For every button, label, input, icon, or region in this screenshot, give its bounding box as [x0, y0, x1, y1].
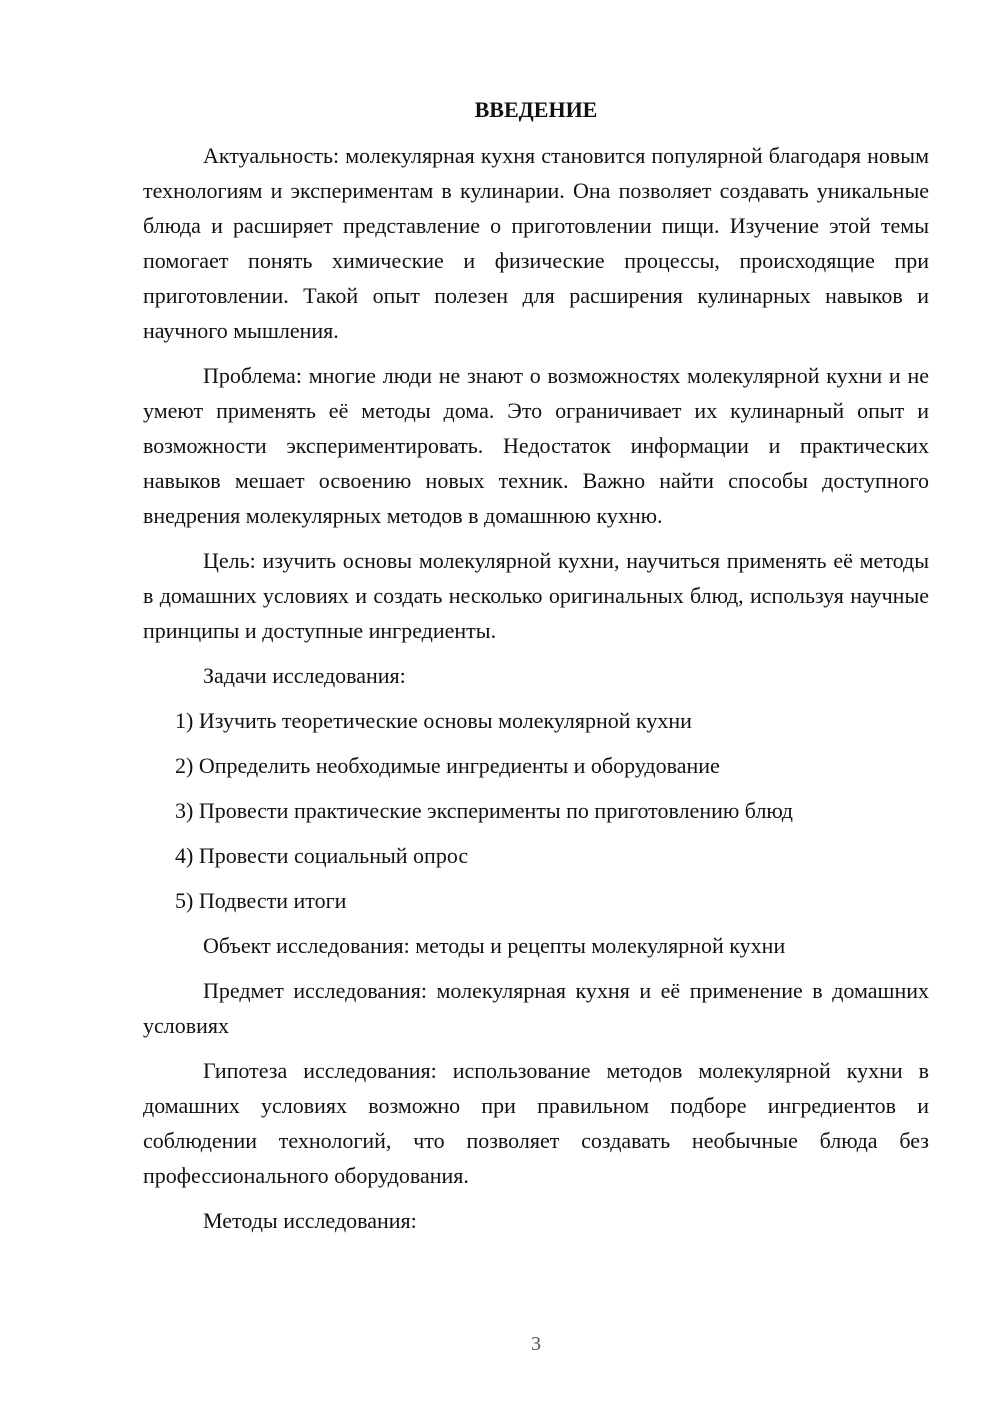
tasks-list — [143, 703, 929, 918]
paragraph-relevance: Актуальность: молекулярная кухня становится популярной благодаря новым технологиям и экспериментам в кулинарии. Она позволяет создавать уникальные блюда и расширяет представление о приготовлении пищи. Изучение этой темы помогает понять химические и физические процессы, происходящие при приготовлении. Такой опыт полезен для расширения кулинарных навыков и научного мышления. — [143, 143, 929, 343]
paragraph-object: Объект исследования: методы и рецепты молекулярной кухни — [203, 933, 786, 958]
paragraph-hypothesis: Гипотеза исследования: использование методов молекулярной кухни в домашних условиях возможно при правильном подборе ингредиентов и соблюдении технологий, что позволяет создавать необычные блюда без профессионального оборудования. — [143, 1058, 929, 1188]
list-item: 5) Подвести итоги — [175, 888, 347, 913]
methods-heading: Методы исследования: — [203, 1208, 417, 1233]
section-title: ВВЕДЕНИЕ — [474, 97, 598, 122]
list-item: 2) Определить необходимые ингредиенты и оборудование — [175, 753, 720, 778]
paragraph-goal: Цель: изучить основы молекулярной кухни, научиться применять её методы в домашних условиях и создать несколько оригинальных блюд, используя научные принципы и доступные ингредиенты. — [143, 548, 929, 643]
list-item: 1) Изучить теоретические основы молекулярной кухни — [175, 708, 692, 733]
page-number: 3 — [531, 1333, 541, 1355]
list-item: 3) Провести практические эксперименты по приготовлению блюд — [175, 798, 793, 823]
paragraph-subject: Предмет исследования: молекулярная кухня и её применение в домашних условиях — [143, 978, 929, 1038]
tasks-heading: Задачи исследования: — [203, 663, 406, 688]
paragraph-problem: Проблема: многие люди не знают о возможностях молекулярной кухни и не умеют применять её методы дома. Это ограничивает их кулинарный опыт и возможности экспериментировать. Недостаток информации и практических навыков мешает освоению новых техник. Важно найти способы доступного внедрения молекулярных методов в домашнюю кухню. — [143, 363, 929, 528]
list-item: 4) Провести социальный опрос — [175, 843, 469, 868]
page-content — [143, 94, 929, 1248]
